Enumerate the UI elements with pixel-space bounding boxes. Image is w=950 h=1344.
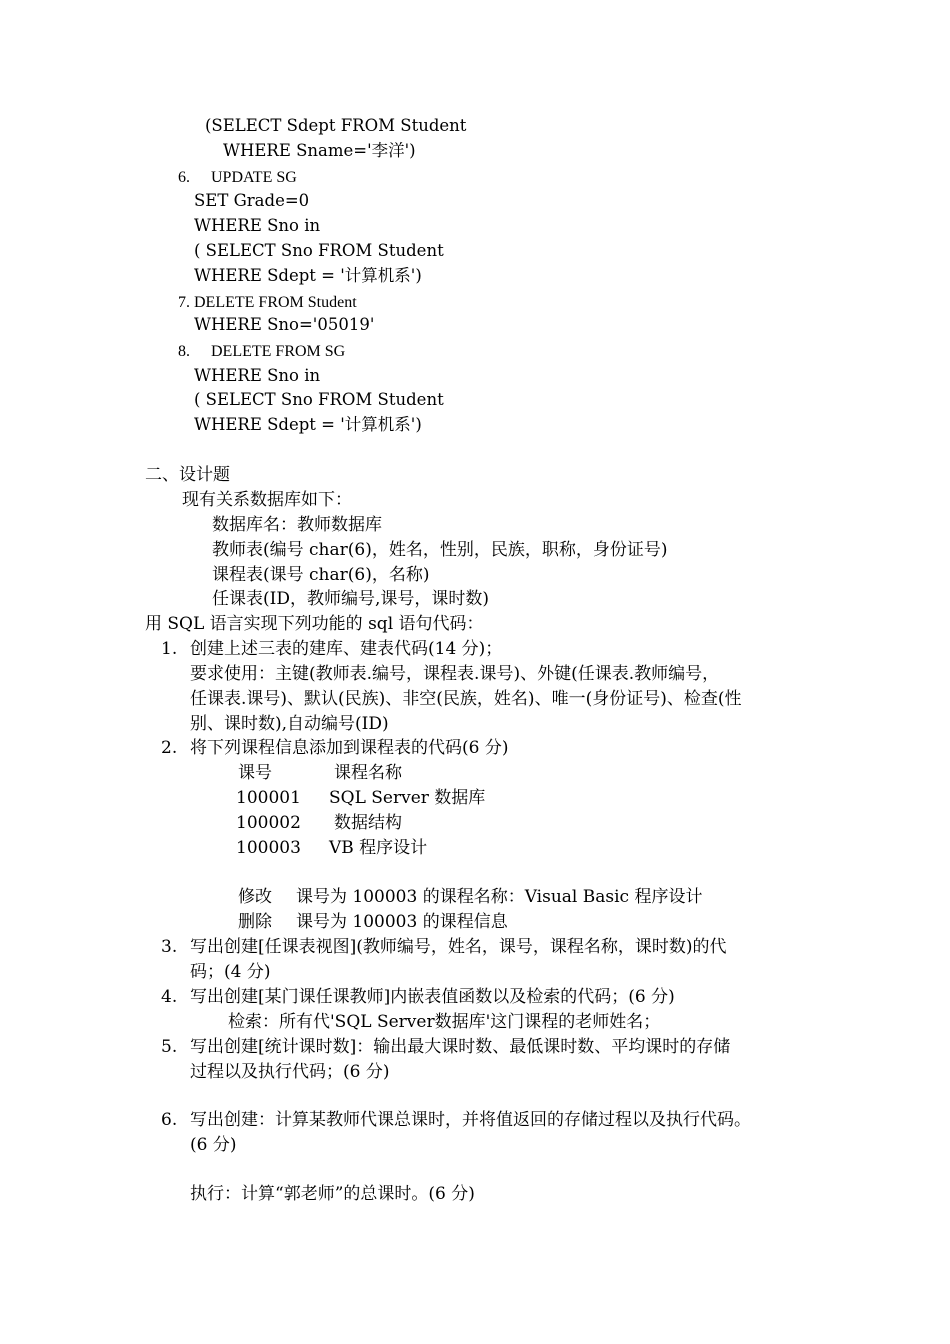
table-course: 课程表(课号 char(6)，名称) (212, 565, 430, 585)
item-3-number: 3. (161, 937, 178, 957)
delete-text: 课号为 100003 的课程信息 (296, 912, 508, 932)
course-table-header-id: 课号 (238, 763, 272, 783)
course-row-3-name: VB 程序设计 (329, 838, 428, 858)
exec-text: 执行：计算“郭老师”的总课时。(6 分) (190, 1184, 475, 1204)
item-5-line-1: 写出创建[统计课时数]：输出最大课时数、最低课时数、平均课时的存储 (190, 1037, 731, 1057)
item-6-line-1: 写出创建：计算某教师代课总课时，并将值返回的存储过程以及执行代码。 (190, 1110, 751, 1130)
item-3-line-1: 写出创建[任课表视图](教师编号，姓名，课号，课程名称，课时数)的代 (190, 937, 727, 957)
item-1-line-3: 任课表.课号)、默认(民族)、非空(民族，姓名)、唯一(身份证号)、检查(性 (190, 689, 742, 709)
q6-heading: UPDATE SG (211, 169, 297, 186)
item-2-number: 2. (161, 738, 178, 758)
q8-line-2: ( SELECT Sno FROM Student (194, 390, 444, 409)
item-1-line-1: 创建上述三表的建库、建表代码(14 分)； (190, 639, 503, 659)
item-4-number: 4. (161, 987, 178, 1007)
q7-heading: 7. DELETE FROM Student (178, 294, 357, 311)
course-row-3-id: 100003 (236, 838, 301, 858)
q8-number: 8. (178, 343, 190, 360)
table-teacher: 教师表(编号 char(6)，姓名，性别，民族，职称，身份证号) (212, 540, 668, 560)
section-title: 二、设计题 (145, 465, 230, 485)
q6-line-3: ( SELECT Sno FROM Student (194, 241, 444, 260)
modify-label: 修改 (238, 887, 272, 907)
design-intro: 现有关系数据库如下： (182, 490, 352, 510)
search-text: 检索：所有代'SQL Server数据库'这门课程的老师姓名； (228, 1012, 661, 1032)
course-row-2-name: 数据结构 (334, 813, 402, 833)
q8-line-1: WHERE Sno in (194, 366, 321, 385)
course-row-1-id: 100001 (236, 788, 301, 808)
db-name: 数据库名：教师数据库 (212, 515, 382, 535)
q8-heading: DELETE FROM SG (211, 343, 346, 360)
table-assign: 任课表(ID，教师编号,课号，课时数) (212, 589, 490, 609)
course-row-2-id: 100002 (236, 813, 301, 833)
item-2-line-1: 将下列课程信息添加到课程表的代码(6 分) (190, 738, 509, 758)
course-table-header-name: 课程名称 (334, 763, 402, 783)
item-1-line-4: 别、课时数),自动编号(ID) (190, 714, 389, 734)
item-1-line-2: 要求使用：主键(教师表.编号，课程表.课号)、外键(任课表.教师编号， (190, 664, 720, 684)
q6-line-2: WHERE Sno in (194, 216, 321, 235)
course-row-1-name: SQL Server 数据库 (329, 788, 486, 808)
item-3-line-2: 码；(4 分) (190, 962, 271, 982)
q6-number: 6. (178, 169, 190, 186)
item-4-line-1: 写出创建[某门课任课教师]内嵌表值函数以及检索的代码；(6 分) (190, 987, 675, 1007)
item-6-number: 6. (161, 1110, 178, 1130)
item-1-number: 1. (161, 639, 178, 659)
item-6-line-2: (6 分) (190, 1135, 237, 1155)
q7-line-1: WHERE Sno='05019' (194, 315, 375, 334)
item-5-number: 5. (161, 1037, 178, 1057)
item-5-line-2: 过程以及执行代码；(6 分) (190, 1062, 390, 1082)
q8-line-3: WHERE Sdept = '计算机系') (194, 415, 422, 434)
q6-line-1: SET Grade=0 (194, 191, 310, 210)
delete-label: 删除 (238, 912, 272, 932)
task-intro: 用 SQL 语言实现下列功能的 sql 语句代码： (145, 614, 484, 634)
sql-subquery-line-2: WHERE Sname='李洋') (223, 141, 416, 160)
modify-text: 课号为 100003 的课程名称：Visual Basic 程序设计 (296, 887, 703, 907)
sql-subquery-line-1: (SELECT Sdept FROM Student (205, 116, 467, 135)
q6-line-4: WHERE Sdept = '计算机系') (194, 266, 422, 285)
